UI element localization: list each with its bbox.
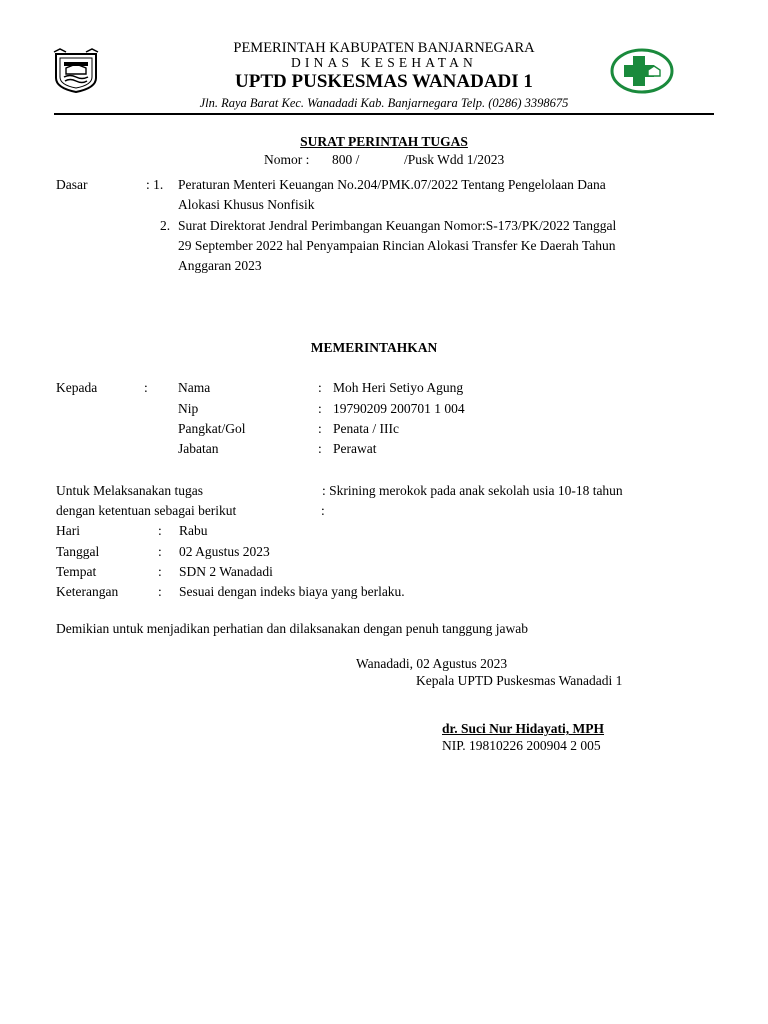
dasar-item-1-number: : 1. bbox=[146, 177, 164, 192]
detail-label: Hari bbox=[56, 523, 80, 538]
dasar-item-1-line-1: Peraturan Menteri Keuangan No.204/PMK.07/2022 Tentang Pengelolaan Dana bbox=[178, 177, 606, 192]
task-label-2: dengan ketentuan sebagai berikut bbox=[56, 503, 237, 518]
detail-colon: : bbox=[158, 544, 162, 559]
letterhead-unit: UPTD PUSKESMAS WANADADI 1 bbox=[235, 71, 533, 92]
kepada-colon: : bbox=[144, 380, 148, 395]
detail-value: Rabu bbox=[179, 523, 208, 538]
kepada-label: Kepada bbox=[56, 380, 98, 395]
dasar-item-2-line-2: 29 September 2022 hal Penyampaian Rincian Alokasi Transfer Ke Daerah Tahun bbox=[178, 238, 616, 253]
detail-value: SDN 2 Wanadadi bbox=[179, 564, 273, 579]
kepada-row-label: Nama bbox=[178, 380, 211, 395]
detail-label: Tempat bbox=[56, 564, 97, 579]
detail-colon: : bbox=[158, 523, 162, 538]
dasar-item-2-number: 2. bbox=[160, 218, 171, 233]
number-suffix: /Pusk Wdd 1/2023 bbox=[404, 152, 505, 167]
detail-label: Keterangan bbox=[56, 584, 119, 599]
dasar-item-2-line-1: Surat Direktorat Jendral Perimbangan Keuangan Nomor:S-173/PK/2022 Tanggal bbox=[178, 218, 617, 233]
task-description: : Skrining merokok pada anak sekolah usia 10-18 tahun bbox=[322, 483, 623, 498]
letterhead-address: Jln. Raya Barat Kec. Wanadadi Kab. Banjarnegara Telp. (0286) 3398675 bbox=[199, 96, 569, 110]
kepada-row-value: 19790209 200701 1 004 bbox=[333, 401, 465, 416]
kepada-row-colon: : bbox=[318, 401, 322, 416]
task-label-1: Untuk Melaksanakan tugas bbox=[56, 483, 203, 498]
kepada-row-value: Moh Heri Setiyo Agung bbox=[333, 380, 464, 395]
number-value: 800 / bbox=[332, 152, 360, 167]
letterhead-government: PEMERINTAH KABUPATEN BANJARNEGARA bbox=[233, 40, 535, 56]
signature-place-date: Wanadadi, 02 Agustus 2023 bbox=[356, 656, 508, 671]
signature-position: Kepala UPTD Puskesmas Wanadadi 1 bbox=[416, 673, 623, 688]
kepada-row-label: Jabatan bbox=[178, 441, 219, 456]
detail-value: 02 Agustus 2023 bbox=[179, 544, 270, 559]
command-heading: MEMERINTAHKAN bbox=[310, 340, 438, 355]
signature-nip: NIP. 19810226 200904 2 005 bbox=[442, 738, 601, 753]
task-colon-2: : bbox=[321, 503, 325, 518]
dasar-item-1-line-2: Alokasi Khusus Nonfisik bbox=[178, 197, 315, 212]
detail-label: Tanggal bbox=[56, 544, 100, 559]
detail-value: Sesuai dengan indeks biaya yang berlaku. bbox=[179, 584, 405, 599]
kepada-row-colon: : bbox=[318, 380, 322, 395]
dasar-item-2-line-3: Anggaran 2023 bbox=[178, 258, 262, 273]
letterhead-department: DINAS KESEHATAN bbox=[290, 55, 478, 70]
detail-colon: : bbox=[158, 564, 162, 579]
dasar-label: Dasar bbox=[56, 177, 88, 192]
letterhead-divider bbox=[54, 113, 714, 115]
signature-name: dr. Suci Nur Hidayati, MPH bbox=[442, 721, 605, 736]
kepada-row-colon: : bbox=[318, 441, 322, 456]
document-title: SURAT PERINTAH TUGAS bbox=[300, 134, 468, 149]
kepada-row-label: Pangkat/Gol bbox=[178, 421, 246, 436]
kepada-row-colon: : bbox=[318, 421, 322, 436]
kepada-row-value: Perawat bbox=[333, 441, 377, 456]
number-label: Nomor : bbox=[264, 152, 310, 167]
closing-text: Demikian untuk menjadikan perhatian dan dilaksanakan dengan penuh tanggung jawab bbox=[56, 621, 528, 636]
kepada-row-label: Nip bbox=[178, 401, 199, 416]
detail-colon: : bbox=[158, 584, 162, 599]
kepada-row-value: Penata / IIIc bbox=[333, 421, 399, 436]
